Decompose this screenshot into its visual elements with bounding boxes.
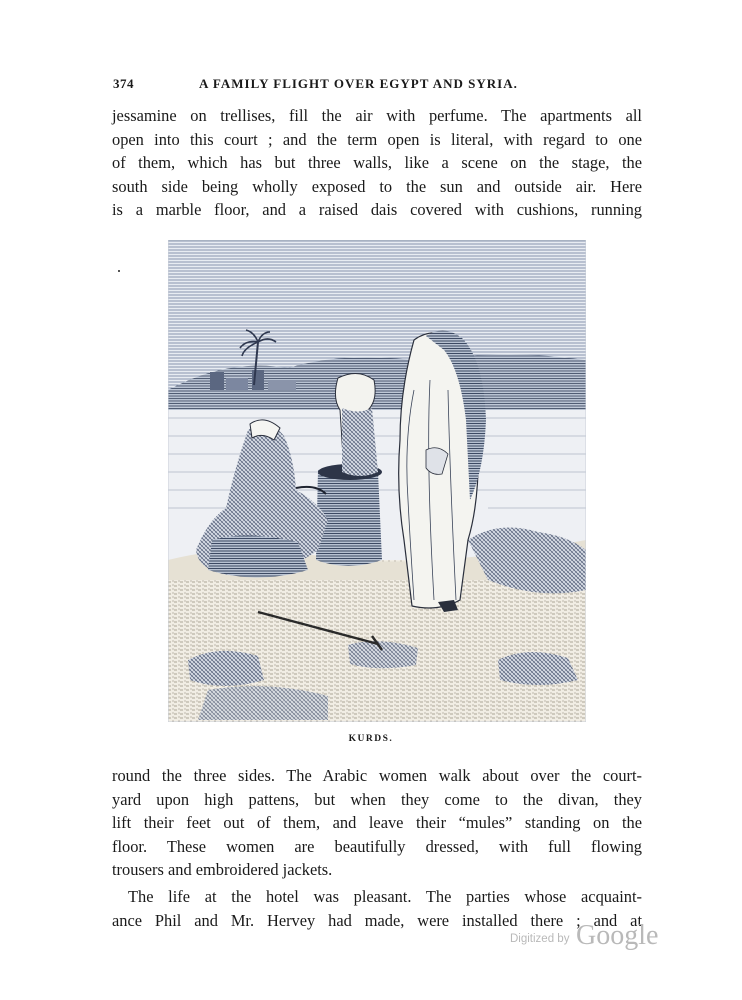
text-line: trousers and embroidered jackets. [112, 860, 333, 880]
body-text-bottom [112, 764, 642, 932]
figure-caption: KURDS. [348, 734, 394, 744]
text-line: lift their feet out of them, and leave their “mules” standing on the [112, 813, 642, 833]
text-line: ance Phil and Mr. Hervey had made, were installed there ; and at [112, 910, 642, 930]
text-line: floor. These women are beautifully dressed, with full flowing [112, 836, 642, 856]
scan-speck [118, 270, 120, 272]
running-head-title: A FAMILY FLIGHT OVER EGYPT AND SYRIA. [199, 76, 518, 91]
page-number: 374 [113, 76, 134, 91]
text-line: of them, which has but three walls, like a scene on the stage, the [112, 153, 642, 173]
google-digitized-watermark [510, 920, 670, 960]
text-line: The life at the hotel was pleasant. The parties whose acquaint- [128, 886, 642, 906]
text-line: round the three sides. The Arabic women walk about over the court- [112, 766, 642, 785]
body-text-top [112, 104, 642, 222]
text-line: jessamine on trellises, fill the air with perfume. The apartments all [112, 106, 642, 125]
text-line: south side being wholly exposed to the sun and outside air. Here [112, 176, 642, 196]
text-line: is a marble floor, and a raised dais covered with cushions, running [112, 200, 642, 220]
running-head [113, 76, 643, 96]
text-line: yard upon high pattens, but when they come to the divan, they [112, 789, 642, 809]
watermark-prefix: Digitized by [510, 933, 570, 945]
kurds-engraving [168, 240, 586, 722]
watermark-brand: Google [576, 920, 659, 951]
text-line: open into this court ; and the term open is literal, with regard to one [112, 129, 642, 149]
